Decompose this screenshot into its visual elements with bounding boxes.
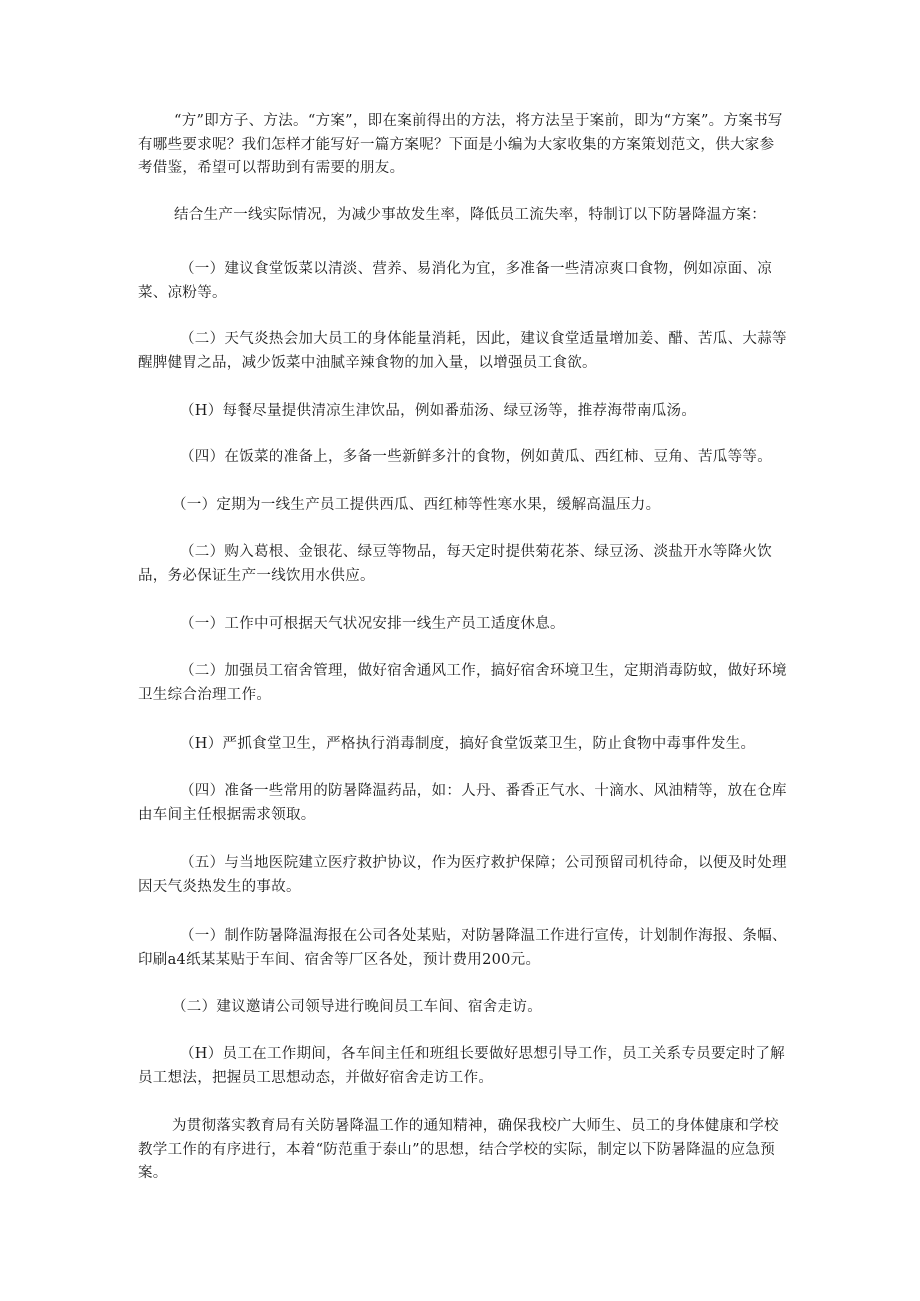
canteen-item-3: （H）每餐尽量提供清凉生津饮品，例如番茄汤、绿豆汤等，推荐海带南瓜汤。 bbox=[180, 403, 697, 419]
drink-item-2: （二）购入葛根、金银花、绿豆等物品，每天定时提供菊花茶、绿豆汤、淡盐开水等降火饮品，务必保证生产一线饮用水供应。 bbox=[138, 544, 772, 584]
hospital-item-5: （五）与当地医院建立医疗救护协议，作为医疗救护保障；公司预留司机待命，以便及时处理因天气炎热发生的事故。 bbox=[138, 855, 787, 895]
canteen-item-2: （二）天气炎热会加大员工的身体能量消耗，因此，建议食堂适量增加姜、醋、苦瓜、大蒜等醒脾健胃之品，减少饭菜中油腻辛辣食物的加入量，以增强员工食欲。 bbox=[138, 331, 787, 371]
rest-item-1: （一）工作中可根据天气状况安排一线生产员工适度休息。 bbox=[180, 616, 565, 632]
intro-paragraph: “方”即方子、方法。“方案”，即在案前得出的方法，将方法呈于案前，即为“方案”。方案书写有哪些要求呢？我们怎样才能写好一篇方案呢？下面是小编为大家收集的方案策划范文，供大家参考借鉴，希望可以帮助到有需要的朋友。 bbox=[138, 113, 783, 176]
canteen-item-4: （四）在饭菜的准备上，多备一些新鲜多汁的食物，例如黄瓜、西红柿、豆角、苦瓜等等。 bbox=[180, 449, 772, 465]
dorm-item-2: （二）加强员工宿舍管理，做好宿舍通风工作，搞好宿舍环境卫生，定期消毒防蚊，做好环境卫生综合治理工作。 bbox=[138, 663, 787, 703]
medicine-item-4: （四）准备一些常用的防暑降温药品，如：人丹、番香正气水、十滴水、风油精等，放在仓库由车间主任根据需求领取。 bbox=[138, 783, 787, 823]
canteen-item-1: （一）建议食堂饭菜以清淡、营养、易消化为宜，多准备一些清凉爽口食物，例如凉面、凉菜、凉粉等。 bbox=[138, 261, 772, 301]
fruit-item-1: （一）定期为一线生产员工提供西瓜、西红柿等性寒水果，缓解高温压力。 bbox=[172, 497, 661, 513]
hygiene-item-3: （H）严抓食堂卫生，严格执行消毒制度，搞好食堂饭菜卫生，防止食物中毒事件发生。 bbox=[180, 736, 756, 752]
school-plan-paragraph: 为贯彻落实教育局有关防暑降温工作的通知精神，确保我校广大师生、员工的身体健康和学校教学工作的有序进行，本着“防范重于泰山”的思想，结合学校的实际，制定以下防暑降温的应急预案。 bbox=[138, 1118, 779, 1181]
plan-lead-paragraph: 结合生产一线实际情况，为减少事故发生率，降低员工流失率，特制订以下防暑降温方案： bbox=[174, 207, 766, 223]
guidance-item-3: （H）员工在工作期间，各车间主任和班组长要做好思想引导工作，员工关系专员要定时了解员工想法，把握员工思想动态，并做好宿舍走访工作。 bbox=[138, 1046, 785, 1086]
visit-item-2: （二）建议邀请公司领导进行晚间员工车间、宿舍走访。 bbox=[172, 999, 542, 1015]
poster-item-1: （一）制作防暑降温海报在公司各处某贴，对防暑降温工作进行宣传，计划制作海报、条幅、印刷a4纸某某贴于车间、宿舍等厂区各处，预计费用200元。 bbox=[138, 928, 787, 968]
